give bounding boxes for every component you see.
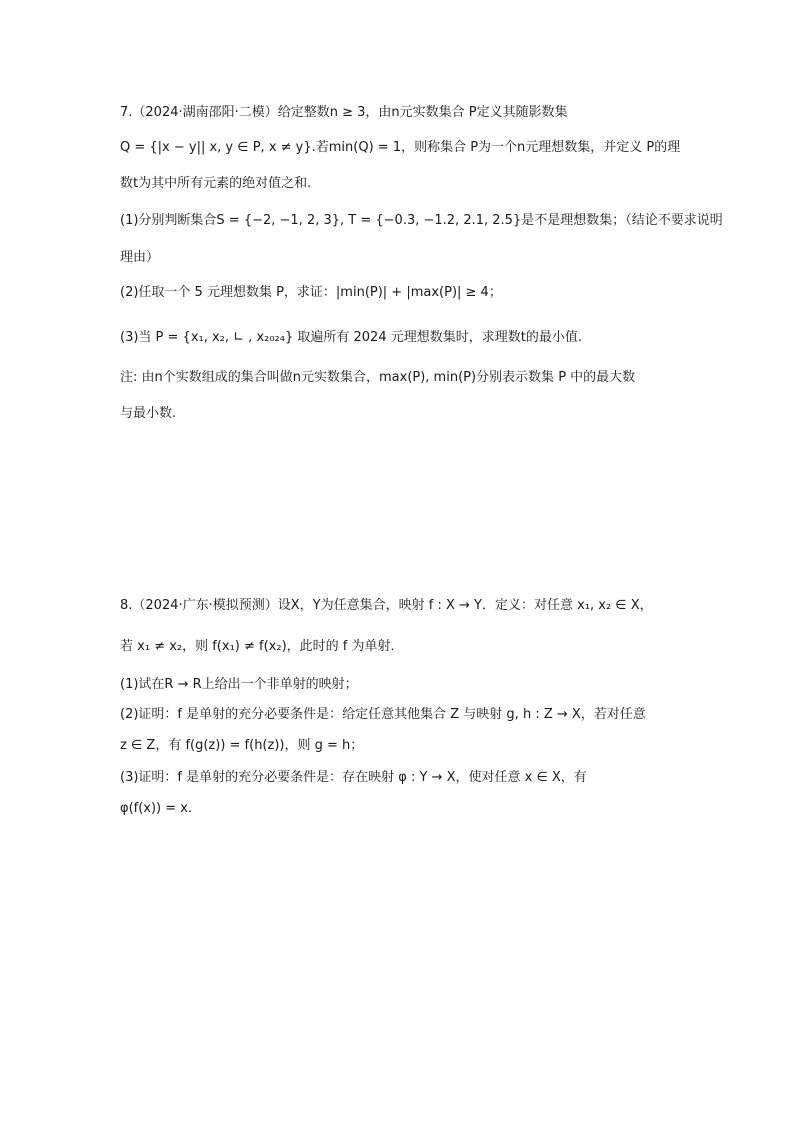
problem-8-line-5: z ∈ Z，有 f(g(z)) = f(h(z))，则 g = h； [120, 738, 364, 753]
problem-7-line-2: Q = {|x − y|| x, y ∈ P, x ≠ y}.若min(Q) = 1，则称集合 P为一个n元理想数集，并定义 P的理 [120, 140, 681, 155]
problem-7-line-5: 理由） [120, 250, 160, 265]
problem-8-line-7: φ(f(x)) = x． [120, 801, 201, 816]
problem-8-line-4: (2)证明：f 是单射的充分必要条件是：给定任意其他集合 Z 与映射 g, h : Z → X，若对任意 [120, 707, 646, 722]
problem-7-note-line-1: 注: 由n个实数组成的集合叫做n元实数集合，max(P), min(P)分别表示数集 P 中的最大数 [120, 370, 636, 385]
problem-8-line-6: (3)证明：f 是单射的充分必要条件是：存在映射 φ : Y → X，使对任意 x ∈ X，有 [120, 770, 587, 785]
problem-7-line-3: 数t为其中所有元素的绝对值之和. [120, 176, 312, 191]
problem-7-line-1: 7.（2024·湖南邵阳·二模）给定整数n ≥ 3，由n元实数集合 P定义其随影数集 [120, 105, 568, 120]
problem-7-line-4: (1)分别判断集合S = {−2, −1, 2, 3}, T = {−0.3, −1.2, 2.1, 2.5}是不是理想数集；（结论不要求说明 [120, 213, 723, 228]
problem-8-line-2: 若 x₁ ≠ x₂，则 f(x₁) ≠ f(x₂)，此时的 f 为单射． [120, 639, 404, 654]
problem-7-note-line-2: 与最小数. [120, 406, 177, 421]
problem-8-line-3: (1)试在R → R上给出一个非单射的映射； [120, 677, 358, 692]
problem-7-line-7: (3)当 P = {x₁, x₂, ∟ , x₂₀₂₄} 取遍所有 2024 元理想数集时，求理数t的最小值. [120, 330, 582, 345]
problem-8-line-1: 8.（2024·广东·模拟预测）设X，Y为任意集合，映射 f : X → Y．定义：对任意 x₁, x₂ ∈ X， [120, 598, 653, 613]
problem-7-line-6: (2)任取一个 5 元理想数集 P，求证：|min(P)| + |max(P)| ≥ 4； [120, 285, 502, 300]
